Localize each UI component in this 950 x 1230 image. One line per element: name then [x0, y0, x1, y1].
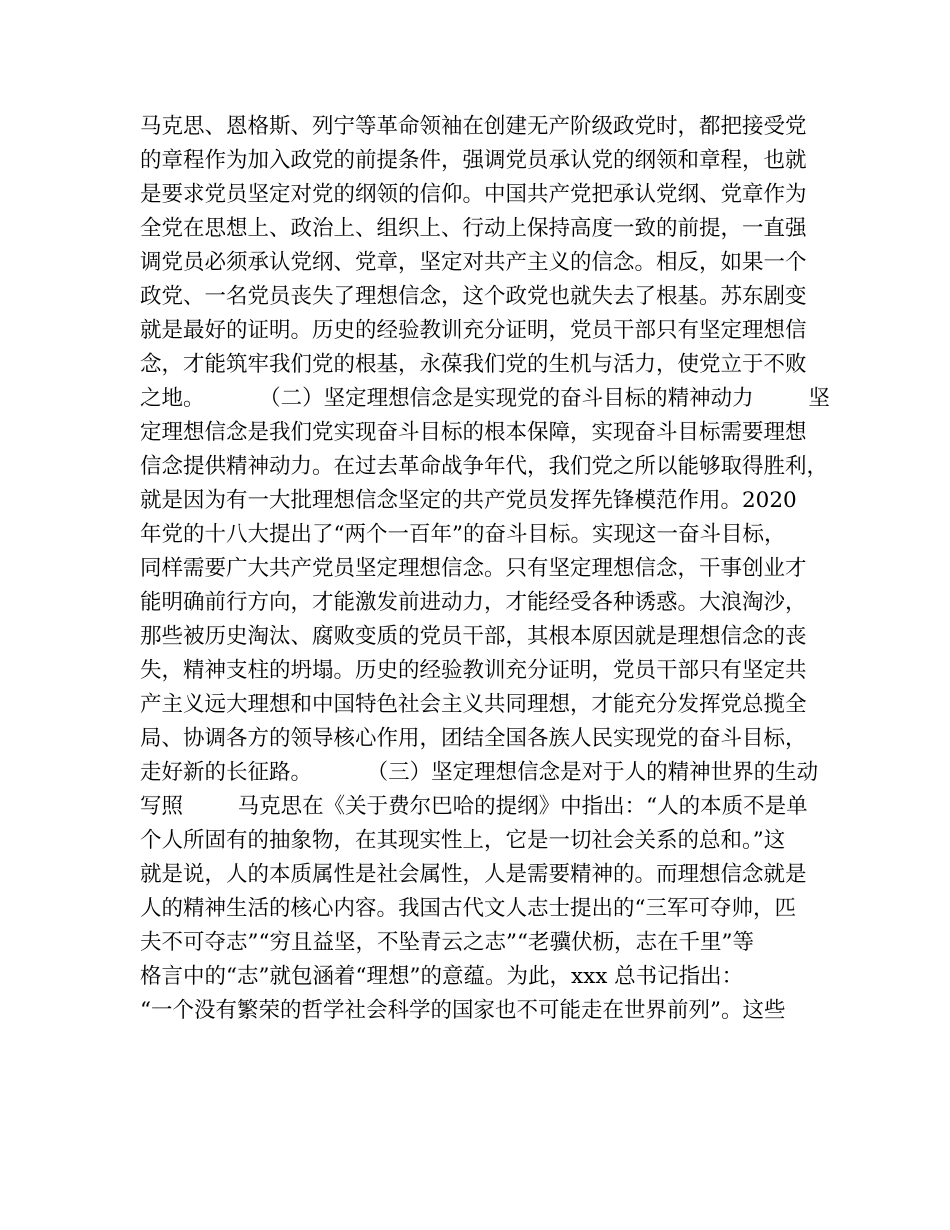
text-line: 人的精神生活的核心内容。我国古代文人志士提出的“三军可夺帅，匹: [140, 896, 796, 921]
text-line: 个人所固有的抽象物，在其现实性上，它是一切社会关系的总和。”这: [140, 828, 786, 853]
text-line: 夫不可夺志”“穷且益坚，不坠青云之志”“老骥伏枥，志在千里”等: [140, 930, 754, 955]
text-line: 是要求党员坚定对党的纲领的信仰。中国共产党把承认党纲、党章作为: [140, 182, 807, 207]
text-line: 失，精神支柱的坍塌。历史的经验教训充分证明，党员干部只有坚定共: [140, 658, 807, 683]
text-line: 全党在思想上、政治上、组织上、行动上保持高度一致的前提，一直强: [140, 216, 807, 241]
text-line: 年党的十八大提出了“两个一百年”的奋斗目标。实现这一奋斗目标，: [140, 522, 786, 547]
text-line: 格言中的“志”就包涵着“理想”的意蕴。为此，xxx 总书记指出：: [140, 964, 744, 989]
text-line: 局、协调各方的领导核心作用，团结全国各族人民实现党的奋斗目标，: [140, 726, 807, 751]
text-line: “一个没有繁荣的哲学社会科学的国家也不可能走在世界前列”。这些: [140, 998, 786, 1023]
text-line: 念，才能筑牢我们党的根基，永葆我们党的生机与活力，使党立于不败: [140, 352, 807, 377]
text-line: 同样需要广大共产党员坚定理想信念。只有坚定理想信念，干事创业才: [140, 556, 807, 581]
text-line: 政党、一名党员丧失了理想信念，这个政党也就失去了根基。苏东剧变: [140, 284, 807, 309]
text-line: 就是说，人的本质属性是社会属性，人是需要精神的。而理想信念就是: [140, 862, 807, 887]
body-text: [140, 110, 840, 1028]
text-line: 就是最好的证明。历史的经验教训充分证明，党员干部只有坚定理想信: [140, 318, 807, 343]
text-line: 调党员必须承认党纲、党章，坚定对共产主义的信念。相反，如果一个: [140, 250, 807, 275]
text-line: 之地。 （二）坚定理想信念是实现党的奋斗目标的精神动力 坚: [140, 386, 830, 411]
text-line: 信念提供精神动力。在过去革命战争年代，我们党之所以能够取得胜利，: [140, 454, 829, 479]
text-line: 马克思、恩格斯、列宁等革命领袖在创建无产阶级政党时，都把接受党: [140, 114, 807, 139]
text-line: 写照 马克思在《关于费尔巴哈的提纲》中指出：“人的本质不是单: [140, 794, 808, 819]
text-line: 走好新的长征路。 （三）坚定理想信念是对于人的精神世界的生动: [140, 760, 819, 785]
text-line: 那些被历史淘汰、腐败变质的党员干部，其根本原因就是理想信念的丧: [140, 624, 807, 649]
text-line: 能明确前行方向，才能激发前进动力，才能经受各种诱惑。大浪淘沙，: [140, 590, 807, 615]
text-line: 就是因为有一大批理想信念坚定的共产党员发挥先锋模范作用。2020: [140, 488, 797, 513]
text-line: 产主义远大理想和中国特色社会主义共同理想，才能充分发挥党总揽全: [140, 692, 807, 717]
text-line: 的章程作为加入政党的前提条件，强调党员承认党的纲领和章程，也就: [140, 148, 807, 173]
text-line: 定理想信念是我们党实现奋斗目标的根本保障，实现奋斗目标需要理想: [140, 420, 807, 445]
